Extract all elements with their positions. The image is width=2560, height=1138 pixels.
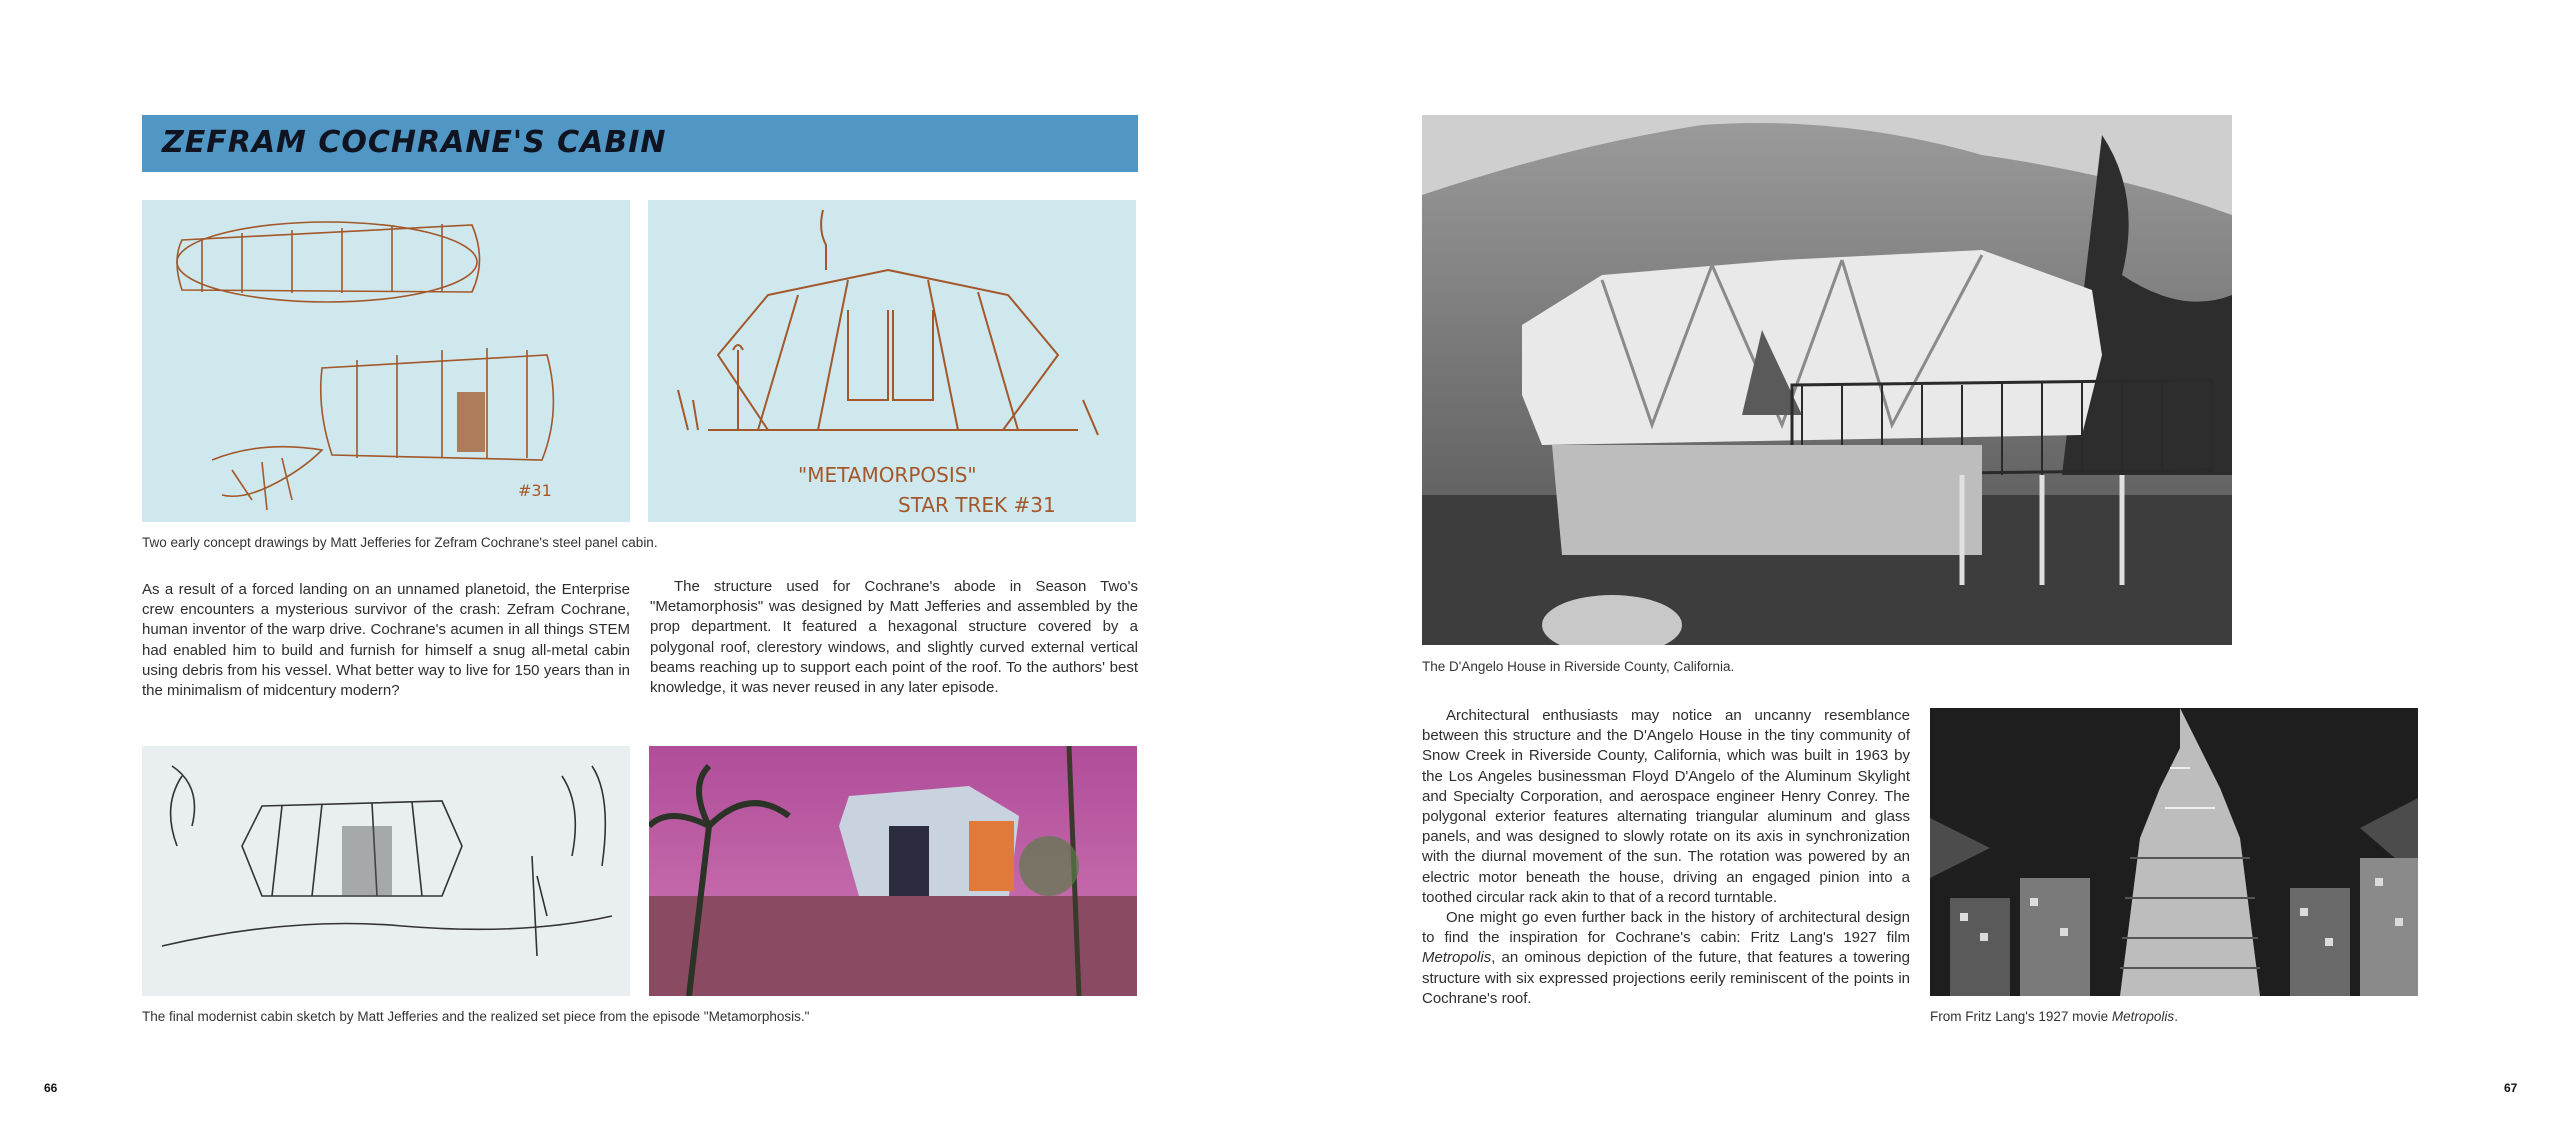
- right-paragraph-1: Architectural enthusiasts may notice an uncanny resemblance between this structure and the D'Angelo House in the tiny community of Snow Creek in Riverside County, California, which was built in 1963 by the Los Angeles businessman Floyd D'Angelo of the Aluminum Skylight and Specialty Corporation, and aerospace engineer Henry Conrey. The polygonal exterior features alternating triangular aluminum and glass panels, and was designed to slowly rotate on its axis in synchronization with the diurnal movement of the sun. The rotation was powered by an electric motor beneath the house, driving an engaged pinion into a toothed circular rack akin to that of a record turntable.: [1422, 707, 1910, 906]
- final-sketch-caption: The final modernist cabin sketch by Matt Jefferies and the realized set piece from the episode "Metamorphosis.": [142, 1009, 810, 1024]
- sketch2-label-line2: STAR TREK #31: [898, 493, 1056, 517]
- dangelo-house-photo: [1422, 115, 2232, 645]
- metropolis-caption-title: Metropolis: [2111, 1009, 2175, 1024]
- metropolis-caption: [1930, 1009, 2178, 1024]
- concept-sketch-2: [648, 200, 1136, 522]
- metropolis-caption-end: .: [2174, 1009, 2178, 1024]
- set-piece-photo: [649, 746, 1137, 996]
- right-page-number: 67: [2504, 1081, 2518, 1095]
- right-body-column: [1422, 706, 1910, 1009]
- sketch1-number: #31: [518, 481, 552, 500]
- right-para2-end: , an ominous depiction of the future, that features a towering structure with six expressed projections eerily reminiscent of the points in Cochrane's roof.: [1422, 949, 1910, 1007]
- right-para2-start: One might go even further back in the history of architectural design to find the inspiration for Cochrane's cabin: Fritz Lang's 1927 film: [1422, 909, 1910, 947]
- dangelo-photo-caption: The D'Angelo House in Riverside County, California.: [1422, 659, 1735, 674]
- left-column-2: [650, 577, 1138, 698]
- right-page: [1280, 0, 2560, 1138]
- left-column-1: [142, 580, 630, 701]
- concept-drawings-caption: Two early concept drawings by Matt Jefferies for Zefram Cochrane's steel panel cabin.: [142, 535, 658, 550]
- right-paragraph-2: [1422, 908, 1910, 1009]
- metropolis-caption-text: From Fritz Lang's 1927 movie: [1930, 1009, 2112, 1024]
- section-title: ZEFRAM COCHRANE'S CABIN: [162, 125, 667, 160]
- concept-sketch-1: [142, 200, 630, 522]
- left-page-number: 66: [44, 1081, 58, 1095]
- section-banner: [142, 115, 1138, 172]
- metropolis-still: [1930, 708, 2418, 996]
- final-cabin-sketch: [142, 746, 630, 996]
- left-col2-paragraph: The structure used for Cochrane's abode in Season Two's "Metamorphosis" was designed by Matt Jefferies and assembled by the prop department. It featured a hexagonal structure covered by a polygonal roof, clerestory windows, and slightly curved external vertical beams reaching up to support each point of the roof. To the authors' best knowledge, it was never reused in any later episode.: [650, 578, 1138, 697]
- metropolis-title-inline: Metropolis: [1422, 949, 1492, 967]
- sketch2-label-line1: "METAMORPOSIS": [798, 463, 977, 487]
- left-col1-paragraph: As a result of a forced landing on an unnamed planetoid, the Enterprise crew encounters a mysterious survivor of the crash: Zefram Cochrane, human inventor of the warp drive. Cochrane's acumen in all things STEM had enabled him to build and furnish for himself a snug all-metal cabin using debris from his vessel. What better way to live for 150 years than in the minimalism of midcentury modern?: [142, 581, 630, 700]
